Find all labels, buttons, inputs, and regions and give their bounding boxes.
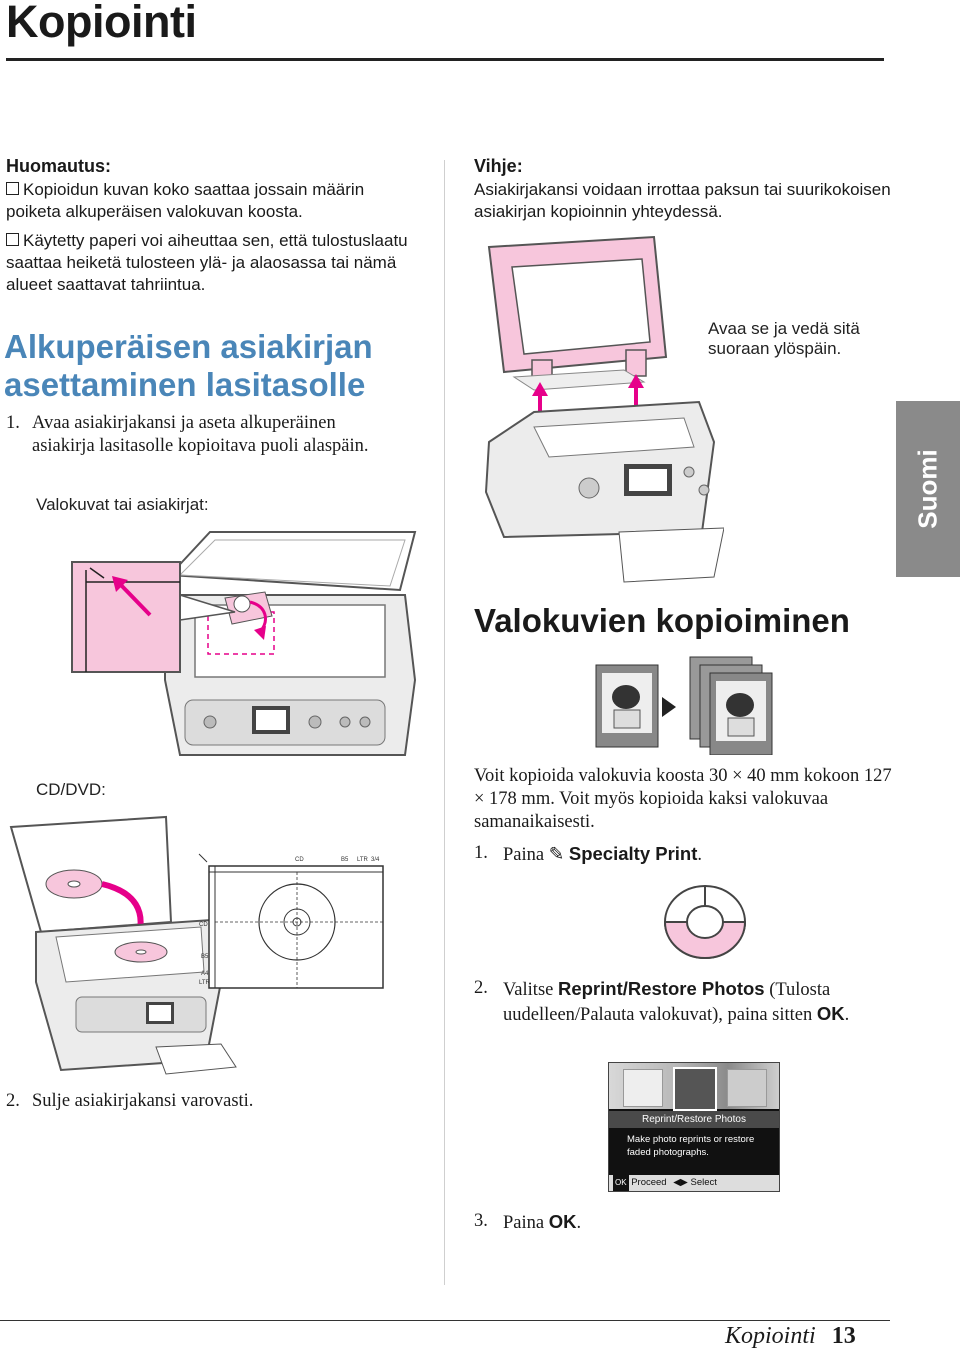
lcd-description: Make photo reprints or restore faded photographs. <box>627 1134 755 1158</box>
checkbox-bullet-icon <box>6 182 19 195</box>
step-text: Sulje asiakirjakansi varovasti. <box>32 1091 254 1111</box>
lcd-thumbnails <box>609 1063 779 1109</box>
cd-side-label: CD <box>199 922 208 928</box>
ok-label: OK <box>816 1003 845 1024</box>
cd-caption: CD/DVD: <box>36 780 106 799</box>
scanner-photo-illustration <box>60 520 420 765</box>
ok-key-icon: OK <box>613 1175 629 1191</box>
a4-side-label: A4 <box>201 971 209 977</box>
b5-top-label: B5 <box>341 857 349 863</box>
step-number: 2. <box>6 1091 20 1111</box>
footer-rule <box>0 1320 890 1321</box>
lcd-screen <box>608 1062 780 1192</box>
select-keys-icon: ◀▶ <box>673 1177 688 1188</box>
cd-template-illustration <box>195 850 385 990</box>
lid-callout: Avaa se ja vedä sitä suoraan ylöspäin. <box>708 319 860 358</box>
step-text: Paina ✎ Specialty Print. <box>503 843 703 865</box>
step-number: 2. <box>474 978 488 998</box>
arrow-right-icon <box>662 697 676 717</box>
step-number: 1. <box>474 843 488 863</box>
page-title: Kopiointi <box>6 0 197 47</box>
section2-intro: Voit kopioida valokuvia koosta 30 × 40 mm kokoon 127 × 178 mm. Voit myös kopioida kaksi valokuvaa samanaikaisesti. <box>474 766 892 832</box>
reprint-restore-label: Reprint/Restore Photos <box>557 978 765 999</box>
mark-top-label: 3/4 <box>371 857 380 863</box>
ok-label: OK <box>548 1211 577 1232</box>
section-heading-placing: Alkuperäisen asiakirjan asettaminen lasitasolle <box>4 328 373 403</box>
page-number: 13 <box>831 1323 856 1349</box>
tip-text: Asiakirjakansi voidaan irrottaa paksun tai suurikokoisen asiakirjan kopioinnin yhteydessä. <box>474 180 891 221</box>
footer-chapter: Kopiointi <box>725 1323 816 1349</box>
note-heading: Huomautus: <box>6 156 111 176</box>
ltr-side-label: LTR <box>199 980 210 986</box>
title-rule <box>6 58 884 61</box>
pencil-icon: ✎ <box>548 845 565 865</box>
lcd-title: Reprint/Restore Photos <box>609 1111 779 1128</box>
photos-caption: Valokuvat tai asiakirjat: <box>36 495 209 514</box>
step-text: Valitse Reprint/Restore Photos (Tulosta uudelleen/Palauta valokuvat), paina sitten OK. <box>503 978 850 1025</box>
b5-side-label: B5 <box>201 954 209 960</box>
step-text: Avaa asiakirjakansi ja aseta alkuperäinen asiakirja lasitasolle kopioitava puoli alaspäin. <box>32 413 369 456</box>
column-divider <box>444 160 445 1285</box>
tip-heading: Vihje: <box>474 156 523 176</box>
cd-top-label: CD <box>295 857 304 863</box>
lid-removal-illustration <box>474 232 724 592</box>
page-footer <box>725 1323 856 1350</box>
checkbox-bullet-icon <box>6 233 19 246</box>
step-text: Paina OK. <box>503 1211 582 1233</box>
ltr-top-label: LTR <box>357 857 368 863</box>
section-heading-photo-copy: Valokuvien kopioiminen <box>474 602 850 639</box>
step-number: 3. <box>474 1211 488 1231</box>
language-tab: Suomi <box>896 401 960 577</box>
note-item-2: Käytetty paperi voi aiheuttaa sen, että tulostuslaatu saattaa heiketä tulosteen ylä- ja alaosassa tai nämä alueet saattavat tahriintua. <box>6 231 408 294</box>
specialty-print-dial <box>660 882 750 962</box>
step-number: 1. <box>6 413 20 433</box>
photo-copy-illustration <box>590 655 780 755</box>
specialty-print-button-label: Specialty Print <box>568 843 698 864</box>
note-item-1: Kopioidun kuvan koko saattaa jossain määrin poiketa alkuperäisen valokuvan koosta. <box>6 180 365 221</box>
lcd-footer: OK Proceed ◀▶ Select <box>609 1175 779 1191</box>
